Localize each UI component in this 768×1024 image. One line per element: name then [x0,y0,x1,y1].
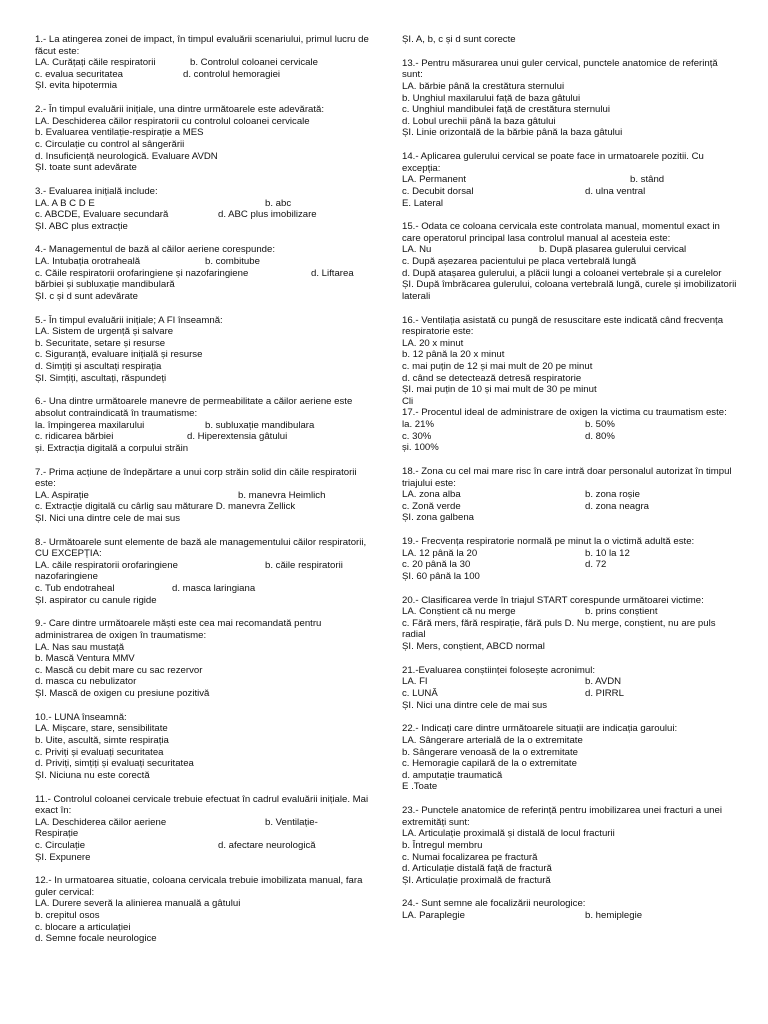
answer-option: LA. Deschiderea căilor aeriene [35,816,167,828]
question-text: 11.- Controlul coloanei cervicale trebuie efectuat în cadrul evaluării inițiale. Mai exact în: [35,793,369,817]
answer-option: ȘI. Mers, conștient, ABCD normal [402,641,545,653]
answer-option: d. ABC plus imobilizare [218,209,317,221]
answer-option: LA. Mișcare, stare, sensibilitate [35,723,168,735]
answer-option: b. prins conștient [585,606,658,618]
question-text: 14.- Aplicarea gulerului cervical se poate face in urmatoarele pozitii. Cu excepția: [402,151,704,174]
question-text: 13.- Pentru măsurarea unui guler cervical, punctele anatomice de referință sunt: [402,57,718,81]
question-text: 22.- Indicați care dintre următoarele situații are indicația garoului: [402,723,678,735]
answer-option: d. când se detectează detresă respiratorie [402,372,582,384]
answer-option-row [35,490,375,502]
question-block [402,34,738,46]
question-block [402,221,738,302]
answer-option: LA. Durere severă la alinierea manuală a gâtului [35,898,241,910]
answer-option: c. 30% [402,430,432,442]
answer-option-row [35,209,375,221]
answer-option-row [402,910,738,922]
answer-option: ȘI. c și d sunt adevărate [35,290,138,302]
answer-option-row [402,676,738,688]
answer-option-row [35,57,375,69]
answer-option: d. Priviți, simțiți și evaluați securitatea [35,758,194,770]
answer-option: b. Întregul membru [402,839,483,851]
answer-option: ȘI. mai puțin de 10 și mai mult de 30 pe minut [402,384,597,396]
answer-option: LA. Nas sau mustață [35,641,125,653]
question-text: 23.- Punctele anatomice de referință pentru imobilizarea unei fracturi a unei extremități sunt: [402,805,722,828]
question-text: 7.- Prima acțiune de îndepărtare a unui corp străin solid din căile respiratorii este: [35,466,357,490]
right-column [402,34,738,934]
question-block [35,244,375,302]
question-block [402,595,738,653]
question-text: 15.- Odata ce coloana cervicala este controlata manual, momentul exact in care operatorul principal lasa controlul manual al acesteia este: [402,221,720,244]
answer-option: ȘI. 60 până la 100 [402,570,480,582]
question-block [402,805,738,886]
answer-option: c. Tub endotraheal [35,583,115,595]
answer-option: c. Circulație cu control al sângerării [35,138,185,150]
answer-option: b. Uite, ascultă, simte respirația [35,734,169,746]
answer-option: c. mai puțin de 12 și mai mult de 20 pe minut [402,361,593,372]
answer-option: d. amputație traumatică [402,769,503,781]
answer-option: LA. căile respiratorii orofaringiene [35,559,178,571]
answer-option: E .Toate [402,781,438,793]
question-block [35,618,375,699]
question-text: 12.- In urmatoarea situatie, coloana cervicala trebuie imobilizata manual, fara guler cervical: [35,875,363,898]
answer-option: LA. zona alba [402,489,461,501]
answer-option-row [35,840,375,852]
answer-option: d. masca laringiana [172,583,256,595]
answer-option: c. 20 până la 30 [402,559,471,571]
answer-option: c. LUNĂ [402,688,438,699]
answer-option: d. afectare neurologică [218,839,316,851]
answer-option: LA. Intubația orotraheală [35,256,141,268]
answer-option: b. subluxație mandibulara [205,419,315,431]
left-column [35,34,375,957]
answer-option: d. 80% [585,430,615,442]
answer-option: b. zona roșie [585,489,640,501]
question-block [402,58,738,139]
answer-option: d. Insuficiență neurologică. Evaluare AVDN [35,150,218,162]
question-block [402,665,738,711]
answer-option: b. Ventilație- [265,816,318,828]
answer-option: ȘI. După îmbrăcarea gulerului, coloana vertebrală lungă, curele și imobilizatorii laterali [402,279,737,302]
question-block [35,875,375,945]
answer-option-row [402,688,738,700]
answer-option: d. Lobul urechii până la baza gâtului [402,115,556,127]
answer-option: d. zona neagra [585,500,650,512]
answer-option-row [35,69,375,81]
question-block [402,315,738,408]
answer-option: LA. 20 x minut [402,337,464,349]
answer-option: b. Sângerare venoasă de la o extremitate [402,746,578,758]
question-text: 9.- Care dintre următoarele măști este cea mai recomandată pentru administrarea de oxigen în traumatisme: [35,618,322,642]
answer-option-row [402,501,738,513]
answer-option: b. Controlul coloanei cervicale [190,57,318,69]
answer-option: d. masca cu nebulizator [35,676,137,688]
answer-option: ȘI. ABC plus extracție [35,220,128,232]
question-block [35,794,375,864]
answer-option: LA. 12 până la 20 [402,547,478,559]
answer-option: și. 100% [402,442,439,454]
answer-option: b. AVDN [585,676,622,688]
answer-option: LA. Articulație proximală și distală de locul fracturii [402,828,615,840]
answer-option: LA. Sângerare arterială de la o extremitate [402,734,583,746]
answer-option: b. 12 până la 20 x minut [402,349,505,361]
question-text: 6.- Una dintre următoarele manevre de permeabilitate a căilor aeriene este absolut contraindicată în traumatisme: [35,396,353,419]
answer-option: b. manevra Heimlich [238,489,326,501]
question-text: 20.- Clasificarea verde în triajul START corespunde următoarei victime: [402,594,704,606]
answer-option: ȘI. zona galbena [402,512,475,524]
answer-option: c. Hemoragie capilară de la o extremitate [402,758,577,770]
answer-option: d. Semne focale neurologice [35,933,157,945]
answer-option: ȘI. Nici una dintre cele de mai sus [35,512,181,524]
answer-option: LA. A B C D E [35,197,95,209]
answer-option-row [35,198,375,210]
answer-option: b. crepitul osos [35,910,100,922]
answer-option: c. Extracție digitală cu cârlig sau măturare D. manevra Zellick [35,501,296,513]
answer-option: bărbiei și subluxație mandibulară [35,279,175,291]
answer-option: LA. Aspirație [35,489,89,501]
answer-option: c. evalua securitatea [35,68,123,80]
answer-option-row [402,186,738,198]
answer-option: c. Mască cu debit mare cu sac rezervor [35,664,203,676]
question-text: 2.- În timpul evaluării inițiale, una dintre următoarele este adevărată: [35,104,325,116]
answer-option: ȘI. evita hipotermia [35,80,118,92]
question-text: 8.- Următoarele sunt elemente de bază ale managementului căilor respiratorii, CU EXCEPȚIA: [35,536,367,560]
answer-option: c. Numai focalizarea pe fractură [402,851,538,863]
answer-option: b. 10 la 12 [585,547,630,559]
question-block [402,151,738,209]
answer-option: c. Unghiul mandibulei față de crestătura sternului [402,104,610,116]
answer-option: c. După așezarea pacientului pe placa vertebrală lungă [402,256,637,268]
answer-option: la. 21% [402,418,434,430]
answer-option: ȘI. Articulație proximală de fractură [402,874,551,886]
answer-option-row [35,431,375,443]
question-block [402,466,738,524]
answer-option: b. Unghiul maxilarului față de baza gâtului [402,92,581,104]
question-text: 18.- Zona cu cel mai mare risc în care intră doar personalul autorizat în timpul triajului este: [402,465,732,489]
question-text: 1.- La atingerea zonei de impact, în timpul evaluării scenariului, primul lucru de făcut este: [35,34,369,57]
question-text: 3.- Evaluarea inițială include: [35,185,158,197]
question-block [402,536,738,582]
question-text: 5.- În timpul evaluării inițiale; A FI înseamnă: [35,314,223,326]
answer-option: d. ulna ventral [585,185,646,197]
answer-option: d. Hiperextensia gâtului [187,431,288,443]
answer-option: Cli [402,395,414,407]
answer-option-row [402,606,738,618]
answer-option: c. blocare a articulației [35,921,131,933]
answer-option-row [402,431,738,443]
answer-option: b. Securitate, setare și resurse [35,337,166,349]
answer-option-row [402,548,738,560]
answer-option: b. căile respiratorii [265,559,343,571]
answer-option: b. stând [630,174,665,186]
answer-option-row [35,420,375,432]
answer-option: c. Circulație [35,839,86,851]
answer-option: nazofaringiene [35,571,98,583]
answer-option-row [35,560,375,572]
answer-option: d. După atașarea gulerului, a plăcii lungi a coloanei vertebrale și a curelelor [402,267,722,279]
answer-option: c. Priviți și evaluați securitatea [35,746,164,758]
question-text: 19.- Frecvența respiratorie normală pe minut la o victimă adultă este: [402,536,695,548]
answer-option: E. Lateral [402,197,444,209]
question-text: ȘI. A, b, c și d sunt corecte [402,34,516,45]
answer-option: d. controlul hemoragiei [183,68,281,80]
answer-option-row [402,489,738,501]
answer-option: c. Căile respiratorii orofaringiene și nazofaringiene [35,267,249,279]
answer-option: ȘI. aspirator cu canule rigide [35,594,157,606]
answer-option: LA. Sistem de urgență și salvare [35,326,174,338]
question-block [402,407,738,453]
question-text: 10.- LUNA înseamnă: [35,711,127,723]
answer-option-row [402,559,738,571]
answer-option-row [35,268,375,280]
answer-option: d. Simțiți și ascultați respirația [35,361,162,372]
question-block [35,396,375,454]
answer-option: Respirație [35,828,79,840]
question-block [402,723,738,793]
answer-option-row [35,583,375,595]
answer-option: ȘI. Nici una dintre cele de mai sus [402,699,548,711]
answer-option: d. PIRRL [585,688,624,699]
answer-option-row [402,244,738,256]
question-text: 17.- Procentul ideal de administrare de oxigen la victima cu traumatism este: [402,407,727,419]
answer-option-row [402,419,738,431]
answer-option: c. Fără mers, fără respirație, fără puls D. Nu merge, conștient, nu are puls radial [402,617,716,641]
answer-option: la. împingerea maxilarului [35,419,145,431]
question-text: 24.- Sunt semne ale focalizării neurologice: [402,898,586,910]
answer-option: c. ridicarea bărbiei [35,431,114,443]
answer-option: b. abc [265,197,292,209]
answer-option: d. Liftarea [311,267,354,279]
question-block [402,898,738,921]
answer-option: și. Extracția digitală a corpului străin [35,442,189,454]
question-block [35,34,375,92]
answer-option: c. Siguranță, evaluare inițială și resurse [35,349,203,361]
question-text: 21.-Evaluarea conștiinței folosește acronimul: [402,664,596,676]
answer-option: LA. Permanent [402,174,466,186]
answer-option: c. Zonă verde [402,500,461,512]
answer-option: c. ABCDE, Evaluare secundară [35,209,169,221]
answer-option: LA. Conștient că nu merge [402,606,516,618]
question-text: 16.- Ventilația asistată cu pungă de resuscitare este indicată când frecvența respiratorie este: [402,314,724,338]
answer-option: b. hemiplegie [585,910,643,922]
answer-option-row [35,256,375,268]
question-block [35,104,375,174]
question-block [35,467,375,525]
answer-option: LA. FI [402,676,428,688]
answer-option: b. Evaluarea ventilație-respirație a MES [35,127,204,139]
answer-option: ȘI. Niciuna nu este corectă [35,769,150,781]
answer-option: ȘI. Expunere [35,851,91,863]
answer-option: ȘI. Simțiți, ascultați, răspundeți [35,372,167,384]
answer-option: b. combitube [205,256,260,268]
question-block [35,712,375,782]
answer-option: LA. Nu [402,244,432,256]
question-text: 4.- Managementul de bază al căilor aeriene corespunde: [35,244,275,256]
answer-option: ȘI. Linie orizontală de la bărbie până la baza gâtului [402,127,623,139]
answer-option: d. 72 [585,559,607,571]
answer-option: b. Mască Ventura MMV [35,653,135,665]
answer-option: LA. Paraplegie [402,910,465,922]
question-block [35,315,375,385]
question-block [35,186,375,232]
answer-option: LA. bărbie până la crestătura sternului [402,80,565,92]
answer-option-row [35,817,375,829]
question-block [35,537,375,607]
answer-option: LA. Deschiderea căilor respiratorii cu controlul coloanei cervicale [35,115,310,127]
answer-option: ȘI. toate sunt adevărate [35,162,137,174]
answer-option: d. Articulație distală față de fractură [402,863,552,875]
answer-option: b. 50% [585,418,615,430]
answer-option: ȘI. Mască de oxigen cu presiune pozitivă [35,688,210,699]
answer-option: b. După plasarea gulerului cervical [539,244,687,256]
answer-option: c. Decubit dorsal [402,185,474,197]
answer-option: LA. Curățați căile respiratorii [35,57,156,69]
answer-option-row [402,174,738,186]
